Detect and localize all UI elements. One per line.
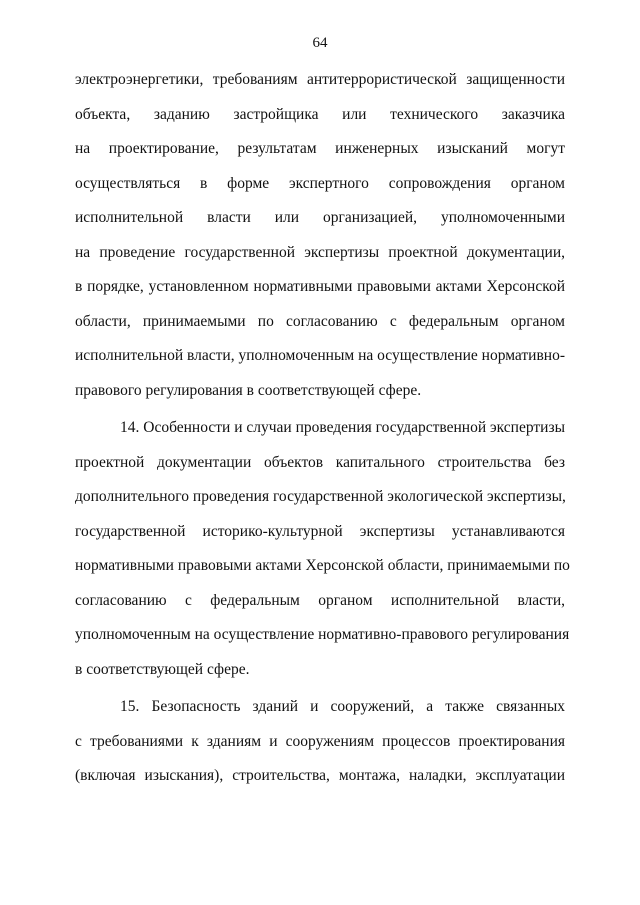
text-line: государственной историко-культурной экспертизы устанавливаются: [75, 522, 565, 540]
text-line: исполнительной власти, уполномоченным на осуществление нормативно-: [75, 347, 565, 364]
text-line: 15. Безопасность зданий и сооружений, а также связанных: [120, 698, 565, 715]
text-line: области, принимаемыми по согласованию с федеральным органом: [75, 312, 565, 330]
paragraph-item-14: [75, 418, 570, 694]
text-line: на проектирование, результатам инженерных изысканий могут: [75, 140, 565, 157]
text-line: объекта, заданию застройщика или технического заказчика: [75, 105, 565, 123]
text-line: нормативными правовыми актами Херсонской области, принимаемыми по: [75, 557, 570, 574]
text-line: проектной документации объектов капитального строительства без: [75, 453, 565, 471]
text-line: уполномоченным на осуществление нормативно-правового регулирования: [75, 626, 570, 643]
text-line: с требованиями к зданиям и сооружениям процессов проектирования: [75, 732, 565, 750]
text-line: электроэнергетики, требованиям антитеррористической защищенности: [75, 71, 565, 88]
paragraph-continuation: [75, 70, 565, 415]
text-line: в соответствующей сфере.: [75, 660, 250, 678]
text-line: дополнительного проведения государственной экологической экспертизы,: [75, 488, 566, 505]
text-line: осуществляться в форме экспертного сопровождения органом: [75, 174, 565, 192]
page-number: 64: [312, 35, 328, 51]
paragraph-item-15: [75, 697, 565, 801]
text-line: правового регулирования в соответствующей сфере.: [75, 381, 422, 399]
text-line: исполнительной власти или организацией, уполномоченными: [75, 209, 565, 226]
text-line: (включая изыскания), строительства, монтажа, наладки, эксплуатации: [75, 767, 565, 784]
text-line: согласованию с федеральным органом исполнительной власти,: [75, 591, 565, 609]
text-line: в порядке, установленном нормативными правовыми актами Херсонской: [75, 278, 565, 295]
document-body: [75, 70, 570, 801]
text-line: на проведение государственной экспертизы проектной документации,: [75, 243, 565, 261]
text-line: 14. Особенности и случаи проведения государственной экспертизы: [120, 419, 565, 436]
